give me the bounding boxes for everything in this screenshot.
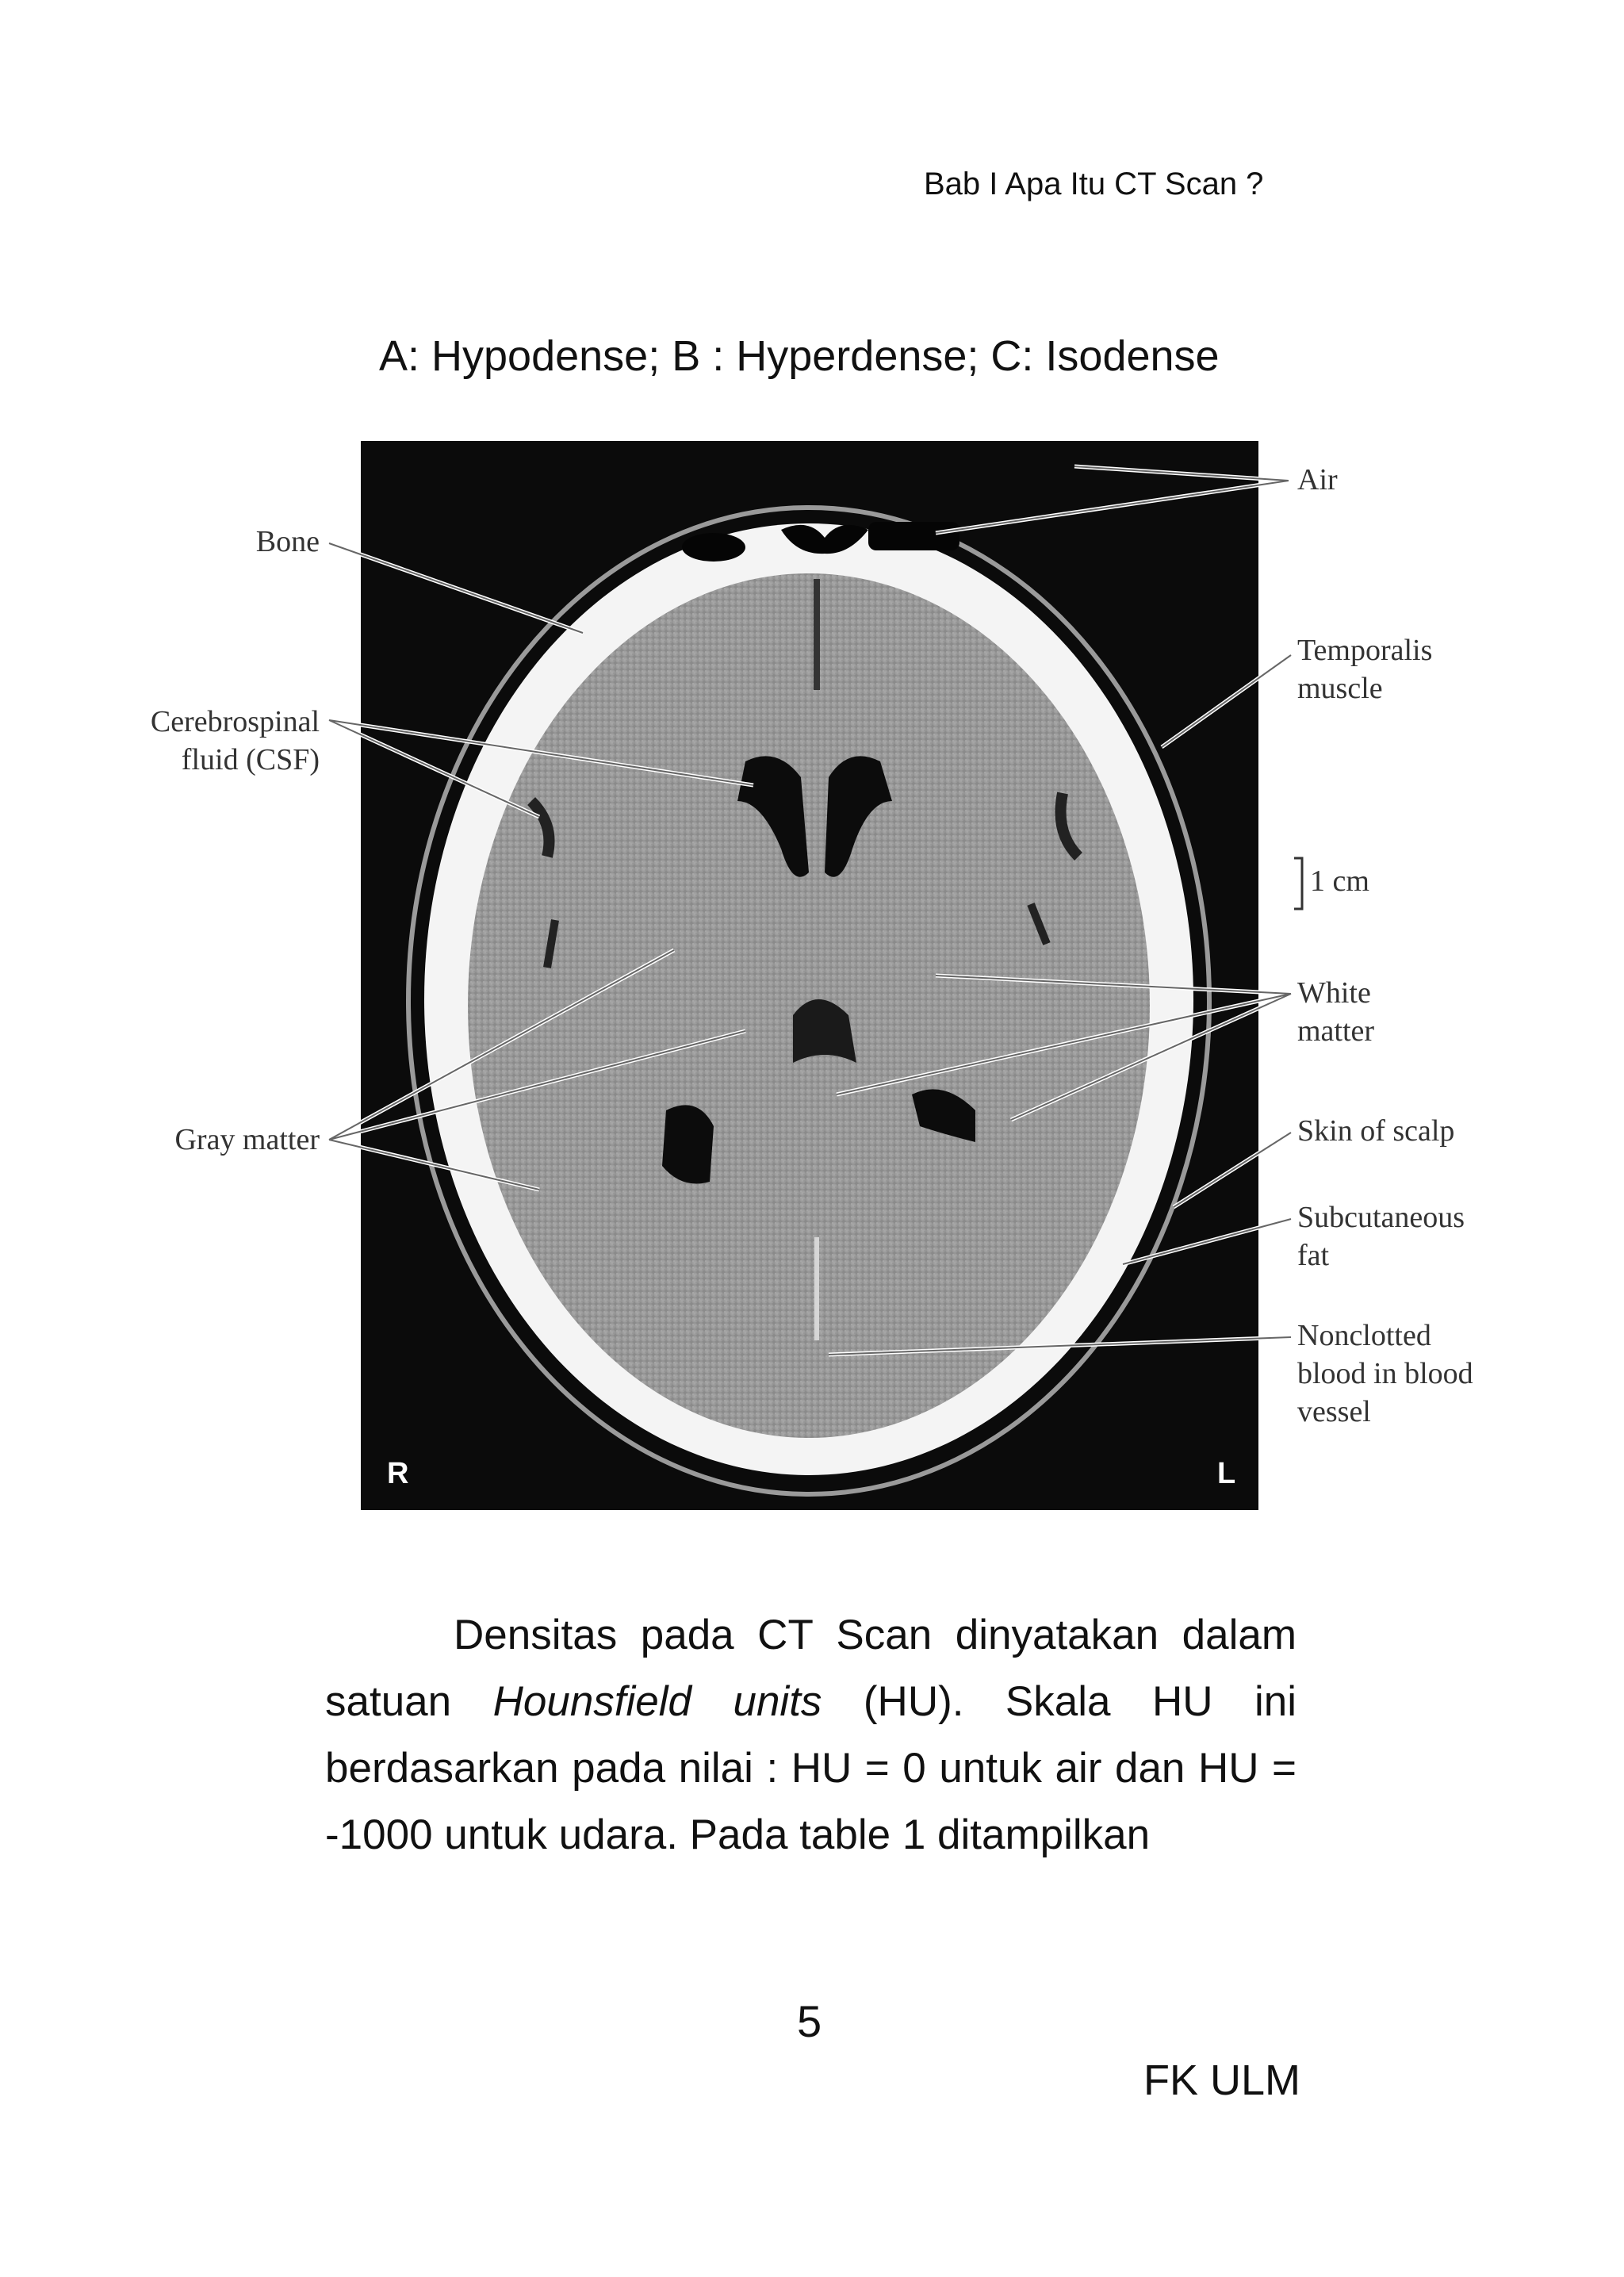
paragraph-text-part1: Densitas pada CT Scan dinyatakan dalam satuan xyxy=(325,1612,1297,1725)
page-number: 5 xyxy=(797,1996,822,2046)
label-white-matter-line2: matter xyxy=(1297,1014,1375,1048)
paragraph-term-hounsfield: Hounsfield units xyxy=(492,1678,822,1725)
label-temporalis-line2: muscle xyxy=(1297,672,1383,705)
page-header: Bab I Apa Itu CT Scan ? xyxy=(924,167,1264,201)
label-subcutaneous-line1: Subcutaneous xyxy=(1297,1201,1465,1234)
paragraph-text-part2: (HU). Skala HU ini berdasarkan pada nilai : HU = 0 untuk air dan HU = -1000 untuk udara. Pada table 1 ditampilkan xyxy=(325,1678,1297,1858)
label-nonclotted-line3: vessel xyxy=(1297,1395,1371,1428)
figure-caption: A: Hypodense; B : Hyperdense; C: Isodense xyxy=(379,332,1220,380)
body-paragraph xyxy=(325,1602,1297,1869)
label-bone: Bone xyxy=(255,525,320,558)
label-nonclotted-line2: blood in blood xyxy=(1297,1357,1473,1390)
label-gray-matter: Gray matter xyxy=(174,1123,320,1156)
label-air: Air xyxy=(1297,463,1338,496)
label-csf-line1: Cerebrospinal xyxy=(150,705,320,738)
label-nonclotted-line1: Nonclotted xyxy=(1297,1319,1431,1352)
label-temporalis-line1: Temporalis xyxy=(1297,634,1433,667)
ct-figure xyxy=(0,428,1624,1539)
paragraph-text xyxy=(325,1602,1297,1869)
label-scale: 1 cm xyxy=(1310,864,1369,898)
scale-bar-icon xyxy=(1294,858,1302,909)
label-csf-line2: fluid (CSF) xyxy=(181,743,320,776)
label-skin-of-scalp: Skin of scalp xyxy=(1297,1114,1455,1148)
footer-institution: FK ULM xyxy=(1143,2057,1301,2104)
label-white-matter-line1: White xyxy=(1297,976,1371,1010)
marker-left: L xyxy=(1217,1457,1236,1490)
label-subcutaneous-line2: fat xyxy=(1297,1239,1330,1272)
marker-right: R xyxy=(387,1457,409,1490)
